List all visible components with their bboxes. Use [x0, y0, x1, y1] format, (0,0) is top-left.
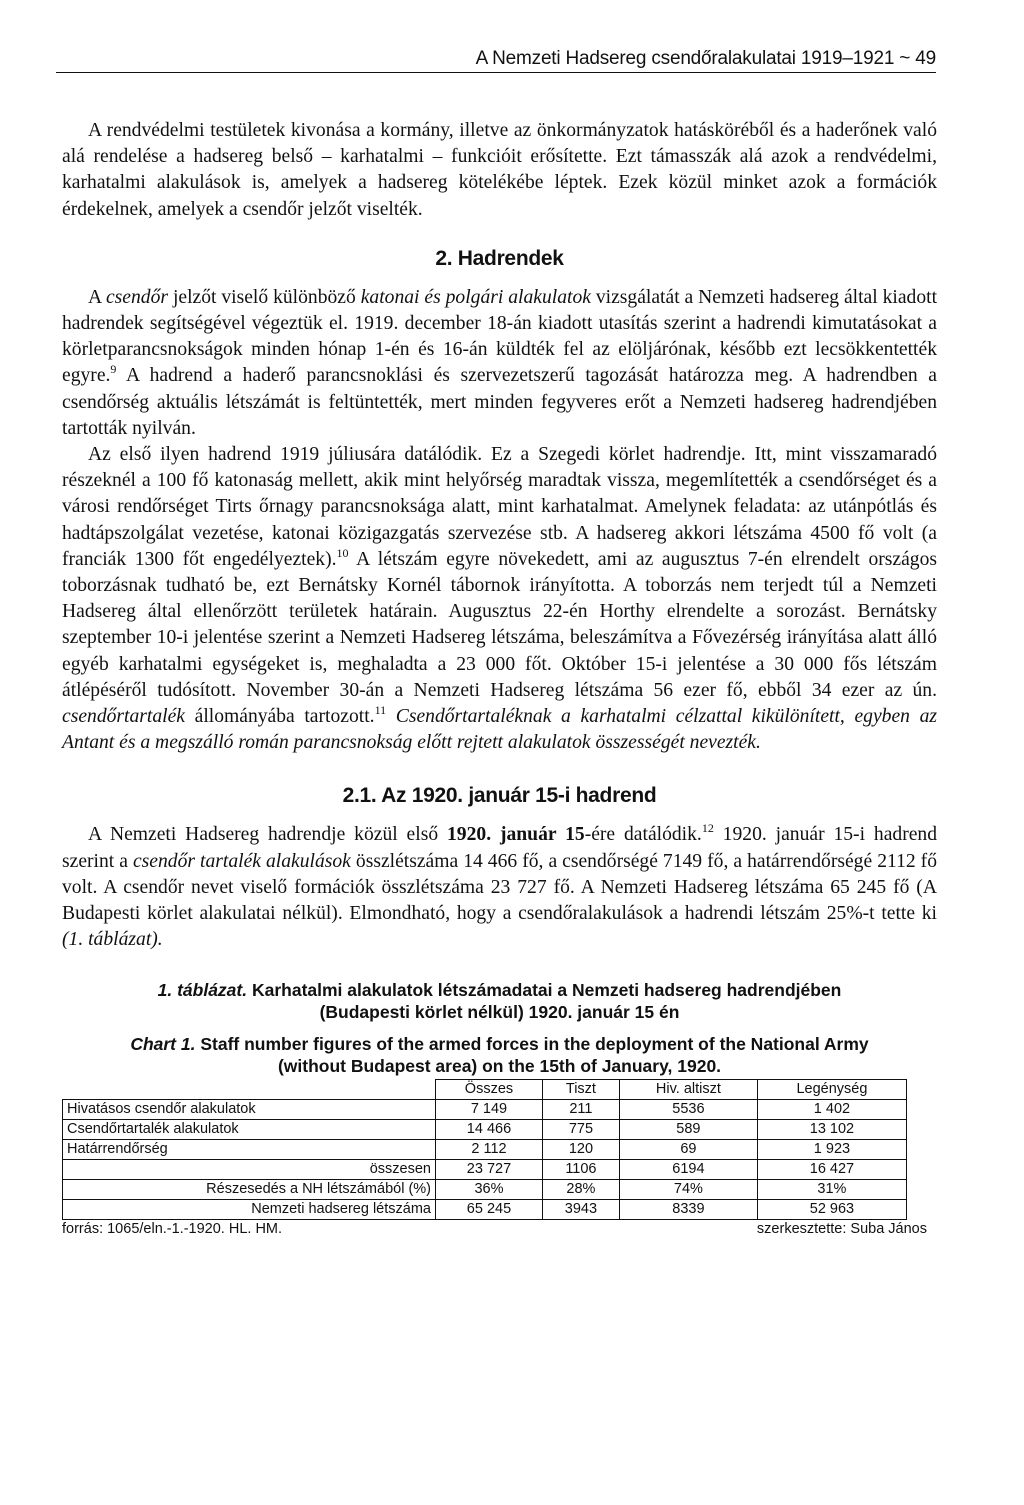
- table-cell: 52 963: [757, 1200, 906, 1220]
- table-row: [63, 1100, 907, 1120]
- italic-run: csendőr tartalék alakulások: [132, 850, 351, 872]
- table-cell: 2 112: [436, 1140, 543, 1160]
- row-label: Nemzeti hadsereg létszáma: [63, 1200, 436, 1220]
- table-cell: 211: [542, 1100, 619, 1120]
- table-title-hu-line1: Karhatalmi alakulatok létszámadatai a Nemzeti hadsereg hadrendjében: [247, 980, 842, 1001]
- table-title-hu-line2: (Budapesti körlet nélkül) 1920. január 15 én: [319, 1002, 680, 1023]
- bold-run: 1920. január 15: [447, 824, 585, 846]
- table-header-row: [63, 1080, 907, 1100]
- row-label: Határrendőrség: [63, 1140, 436, 1160]
- paragraph-1-text: A rendvédelmi testületek kivonása a kormány, illetve az önkormányzatok hatásköréből és a haderőnek való alá rendelése a hadsereg belső – karhatalmi – funkcióit erősítette. Ezt támasszák alá azok a rendvédelmi, karhatalmi alakulások is, amelyek a hadsereg kötelékébe léptek. Ezek közül minket azok a formációk érdekelnek, amelyek a csendőr jelzőt viselték.: [62, 120, 937, 220]
- table-cell: 74%: [619, 1180, 757, 1200]
- text-run: A hadrend a haderő parancsnoklási és szervezetszerű tagozását határozza meg. A hadrendben a csendőrség aktuális létszámát is feltüntették, mert minden fegyveres erőt a Nemzeti hadsereg hadrendjében tartották nyilván.: [62, 365, 937, 439]
- table-cell: 14 466: [436, 1120, 543, 1140]
- footnote-ref-11[interactable]: 11: [374, 703, 387, 718]
- table-row: [63, 1120, 907, 1140]
- text-run: A létszám egyre növekedett, ami az augusztus 7-én elrendelt országos toborzásnak tudható be, ezt Bernátsky Kornél tábornok irányította. A toborzás nem terjedt túl a Nemzeti Hadsereg által ellenőrzött területek határain. Augusztus 22-én Horthy elrendelte a sorozást. Bernátsky szeptember 10-i jelentése szerint a Nemzeti Hadsereg létszáma, beleszámítva a Fővezérség irányítása alatt álló egyéb karhatalmi egységeket is, meghaladta a 23 000 főt. Október 15-i jelentése a 30 000 fős létszám átlépéséről tudósított. November 30-án a Nemzeti Hadsereg létszáma 56 ezer fő, ebből 34 ezer az ún.: [62, 548, 937, 701]
- table-cell: 28%: [542, 1180, 619, 1200]
- footnote-ref-10[interactable]: 10: [336, 545, 349, 560]
- italic-run: katonai és polgári alakulatok: [360, 286, 591, 308]
- table-caption-english: [62, 1033, 937, 1077]
- table-row: [63, 1160, 907, 1180]
- table-cell: 16 427: [757, 1160, 906, 1180]
- column-header: Legénység: [757, 1080, 906, 1100]
- text-run: állományába tartozott.: [184, 706, 375, 728]
- table-row: [63, 1180, 907, 1200]
- italic-run: Csendőrtartaléknak a karhatalmi célzattal kikülönített, egyben az Antant és a megszálló román parancsnokság előtt rejtett alakulatok összességét nevezték.: [62, 706, 937, 754]
- paragraph-3: [62, 442, 937, 756]
- table-caption-hungarian: [62, 979, 937, 1023]
- row-label: Csendőrtartalék alakulatok: [63, 1120, 436, 1140]
- page-content: [62, 118, 937, 1237]
- text-run: A: [88, 286, 106, 308]
- table-cell: 775: [542, 1120, 619, 1140]
- running-header: [56, 48, 936, 73]
- table-cell: 23 727: [436, 1160, 543, 1180]
- table-cell: 5536: [619, 1100, 757, 1120]
- table-cell: 65 245: [436, 1200, 543, 1220]
- text-run: összlétszáma 14 466 fő, a csendőrségé 7149 fő, a határrendőrségé 2112 fő volt. A csendőr nevet viselő formációk összlétszáma 23 727 fő. A Nemzeti Hadsereg létszáma 65 245 fő (A Budapesti körlet alakulatai nélkül). Elmondható, hogy a csendőralakulások a hadrendi létszám 25%-t tette ki: [62, 850, 937, 925]
- paragraph-1: [62, 118, 937, 223]
- table-cell: 1 923: [757, 1140, 906, 1160]
- table-footer: [62, 1221, 927, 1237]
- section-heading-hadrendek: 2. Hadrendek: [435, 246, 564, 270]
- table-corner-cell: [63, 1080, 436, 1100]
- italic-run: csendőrtartalék: [62, 706, 185, 728]
- table-cell: 13 102: [757, 1120, 906, 1140]
- table-row: [63, 1140, 907, 1160]
- row-label: összesen: [63, 1160, 436, 1180]
- paragraph-2: [62, 285, 937, 442]
- text-run: 1920. január 15-i hadrend szerint a: [62, 824, 938, 872]
- text-run: jelzőt viselő különböző: [168, 286, 361, 308]
- running-title: A Nemzeti Hadsereg csendőralakulatai 1919–1921 ~ 49: [475, 48, 936, 69]
- section-heading-1920-januar: 2.1. Az 1920. január 15-i hadrend: [342, 784, 657, 808]
- table-cell: 589: [619, 1120, 757, 1140]
- text-run: A Nemzeti Hadsereg hadrendje közül első: [88, 824, 447, 846]
- table-cell: 120: [542, 1140, 619, 1160]
- table-editor: szerkesztette: Suba János: [756, 1221, 927, 1238]
- text-run: vizsgálatát a Nemzeti hadsereg által kiadott hadrendek segítségével végeztük el. 1919. december 18-án kiadott utasítás szerint a hadrendi kimutatásokat a körletparancsnokságok minden hónap 1-én és 16-án küldték fel az elöljárónak, később ezt lecsökkentették egyre.: [62, 286, 938, 387]
- column-header: Tiszt: [542, 1080, 619, 1100]
- table-cell: 7 149: [436, 1100, 543, 1120]
- table-cell: 36%: [436, 1180, 543, 1200]
- table-row: [63, 1200, 907, 1220]
- table-label-en: Chart 1.: [130, 1034, 196, 1055]
- table-label-hu: 1. táblázat.: [157, 980, 248, 1001]
- table-cell: 8339: [619, 1200, 757, 1220]
- paragraph-4: [62, 822, 937, 953]
- text-run: -ére datálódik.: [584, 824, 702, 846]
- table-title-en-line1: Staff number figures of the armed forces in the deployment of the National Army: [195, 1034, 869, 1055]
- table-cell: 3943: [542, 1200, 619, 1220]
- table-cell: 1106: [542, 1160, 619, 1180]
- table-cell: 1 402: [757, 1100, 906, 1120]
- column-header: Összes: [436, 1080, 543, 1100]
- table-cell: 6194: [619, 1160, 757, 1180]
- table-cell: 69: [619, 1140, 757, 1160]
- footnote-ref-12[interactable]: 12: [701, 821, 714, 836]
- table-title-en-line2: (without Budapest area) on the 15th of January, 1920.: [277, 1056, 722, 1077]
- row-label: Hivatásos csendőr alakulatok: [63, 1100, 436, 1120]
- table-source: forrás: 1065/eln.-1.-1920. HL. HM.: [62, 1221, 283, 1238]
- column-header: Hiv. altiszt: [619, 1080, 757, 1100]
- row-label: Részesedés a NH létszámából (%): [63, 1180, 436, 1200]
- table-cell: 31%: [757, 1180, 906, 1200]
- italic-run: csendőr: [105, 286, 169, 308]
- table-reference[interactable]: (1. táblázat).: [62, 929, 163, 951]
- staff-table: [62, 1079, 907, 1220]
- text-run: Az első ilyen hadrend 1919 júliusára datálódik. Ez a Szegedi körlet hadrendje. Itt, mint visszamaradó részeknél a 100 fő katonaság mellett, akik mint helyőrség maradtak vissza, megemlítették a csendőrséget és a városi rendőrséget Tirts őrnagy parancsnoksága alatt, mint karhatalmat. Amelynek feladata: az utánpótlás és hadtápszolgálat vezetése, katonai közigazgatás szervezése stb. A hadsereg akkori létszáma 4500 fő volt (a franciák 1300 főt engedélyeztek).: [62, 444, 937, 570]
- footnote-ref-9[interactable]: 9: [110, 362, 117, 377]
